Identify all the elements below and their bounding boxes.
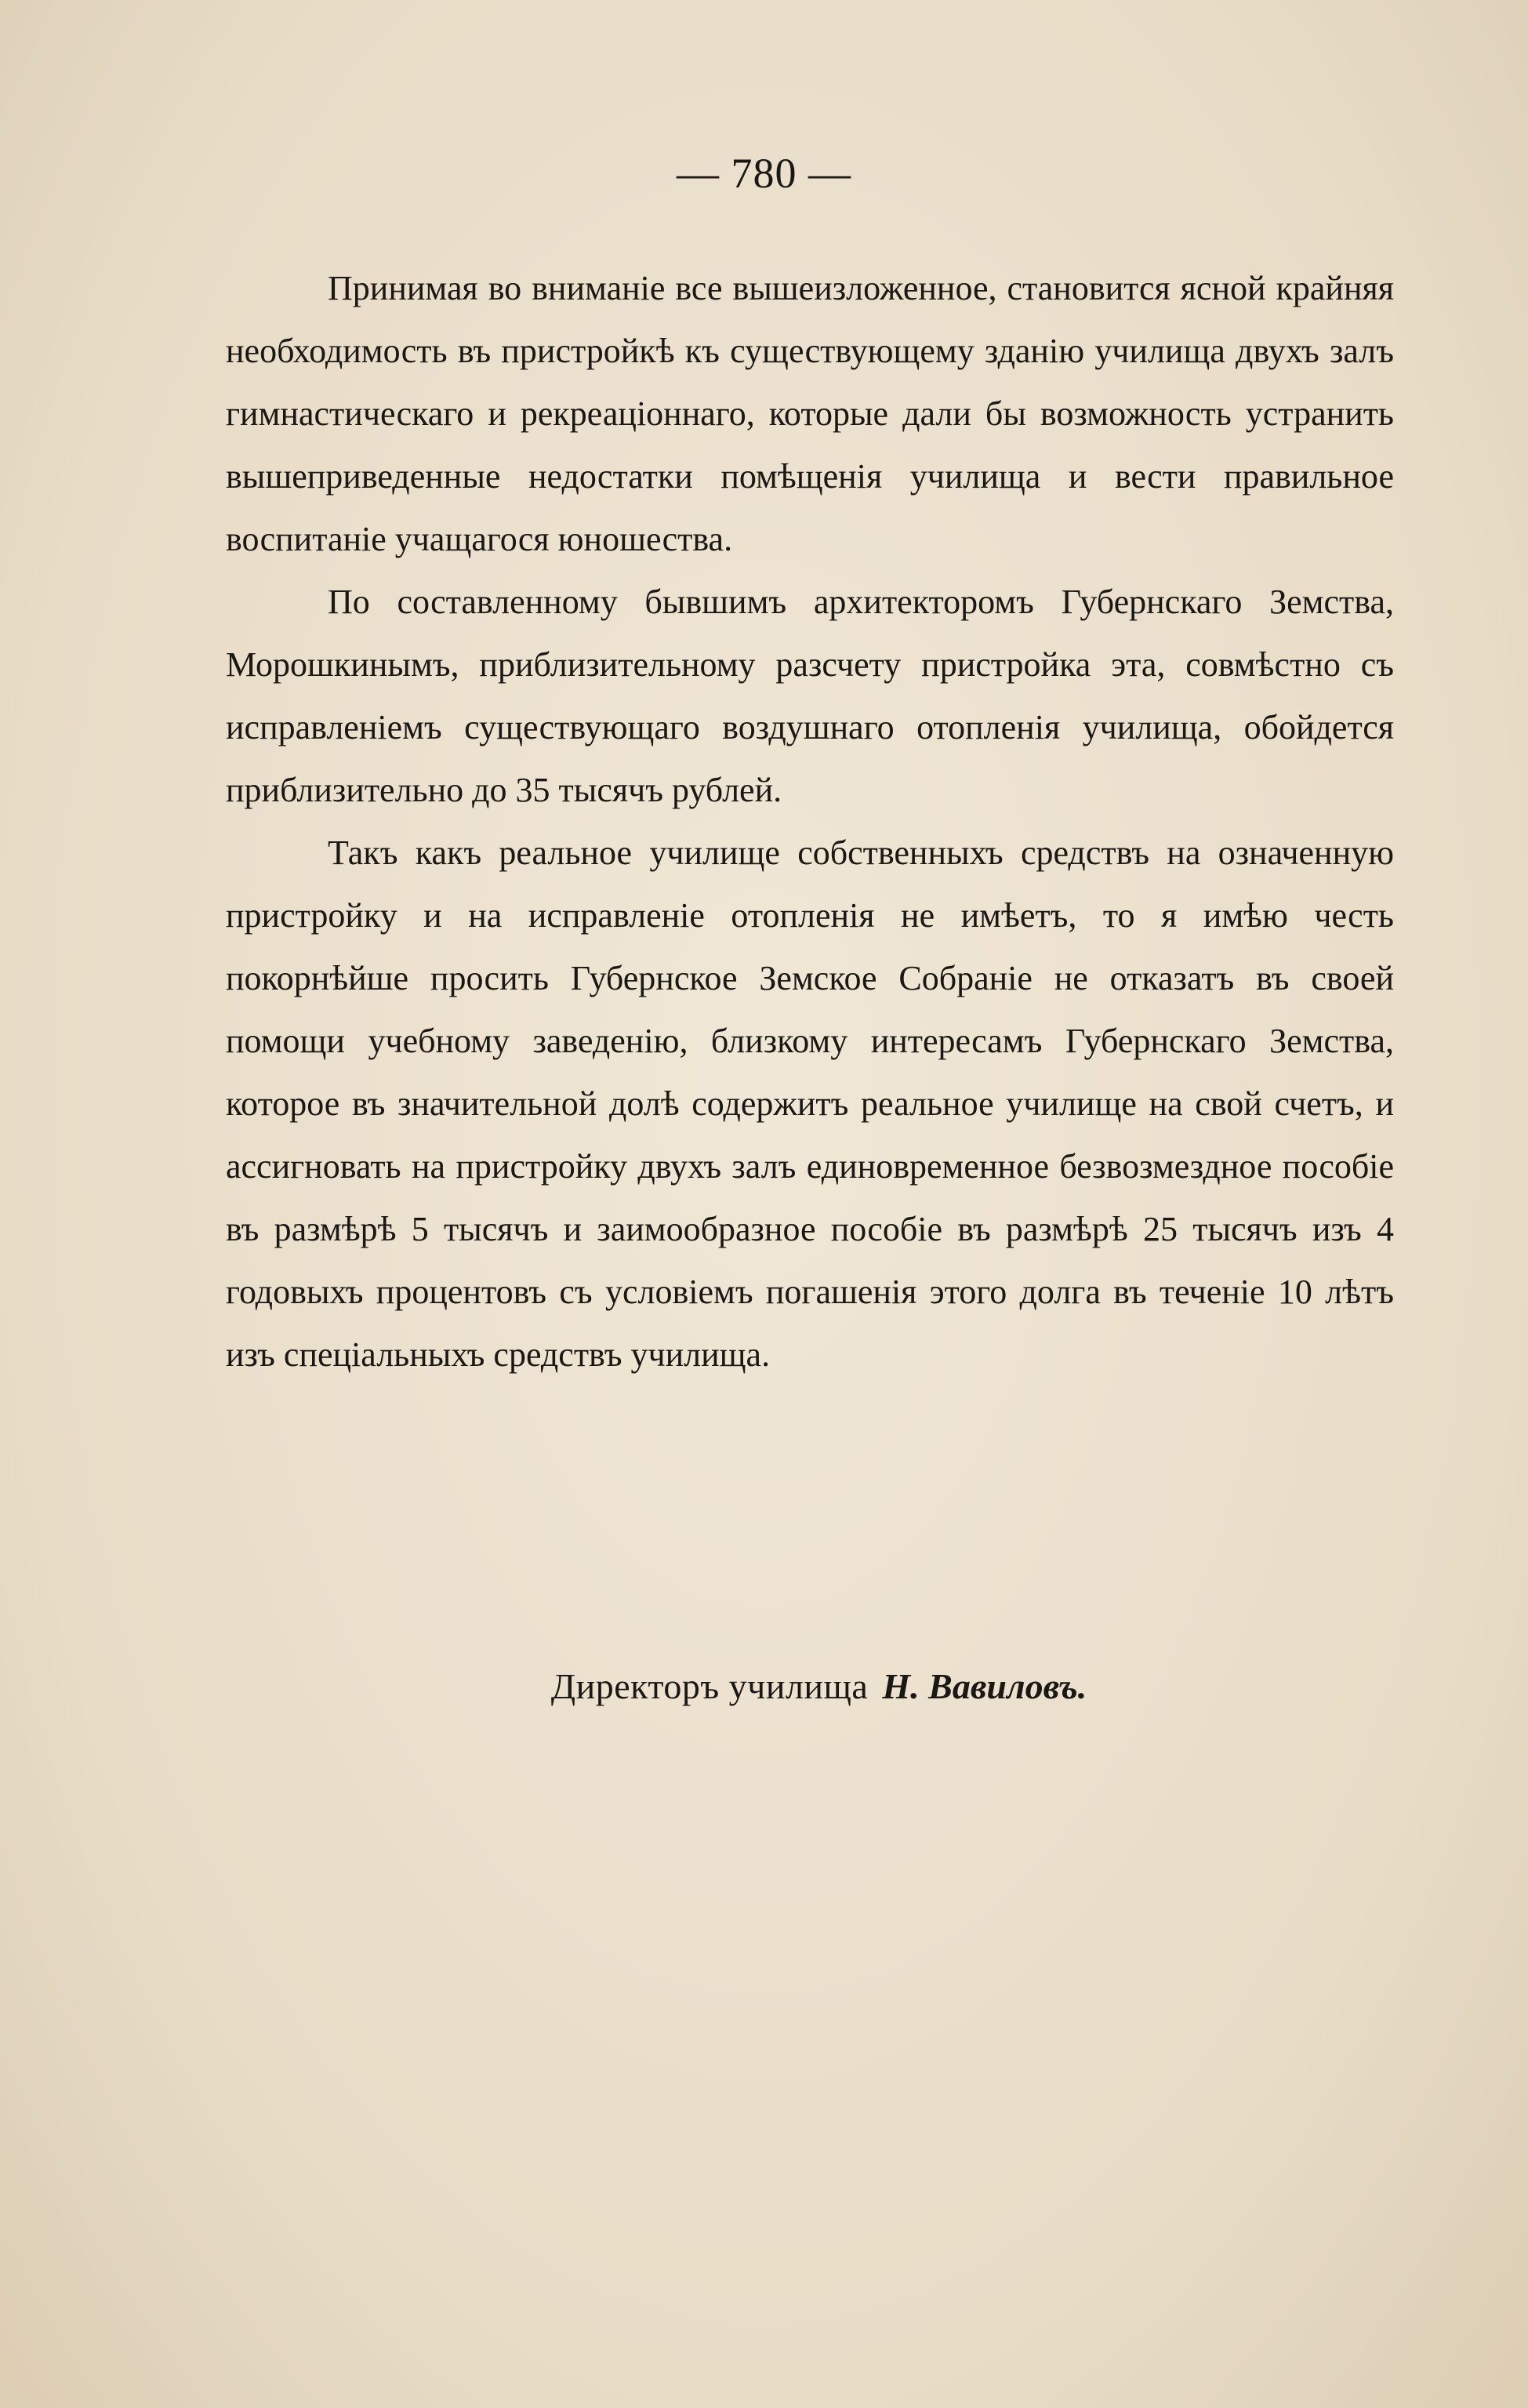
paragraph-2: По составленному бывшимъ архитекторомъ Губернскаго Земства, Морошкинымъ, приблизительному разсчету пристройка эта, совмѣстно съ исправленіемъ существующаго воздушнаго отопленія училища, обойдется приблизительно до 35 тысячъ рублей.	[226, 583, 1394, 809]
paragraph-1: Принимая во вниманіе все вышеизложенное, становится ясной крайняя необходимость въ пристройкѣ къ существующему зданію училища двухъ залъ гимнастическаго и рекреаціоннаго, которые дали бы возможность устранить вышеприведенные недостатки помѣщенія училища и вести правильное воспитаніе учащагося юношества.	[226, 269, 1394, 558]
paragraph-3: Такъ какъ реальное училище собственныхъ средствъ на означенную пристройку и на исправленіе отопленія не имѣетъ, то я имѣю честь покорнѣйше просить Губернское Земское Собраніе не отказатъ въ своей помощи учебному заведенію, близкому интересамъ Губернскаго Земства, которое въ значительной долѣ содержитъ реальное училище на свой счетъ, и ассигновать на пристройку двухъ залъ единовременное безвозмездное пособіе въ размѣрѣ 5 тысячъ и заимообразное пособіе въ размѣрѣ 25 тысячъ изъ 4 годовыхъ процентовъ съ условіемъ погашенія этого долга въ теченіе 10 лѣтъ изъ спеціальныхъ средствъ училища.	[226, 834, 1394, 1374]
signature-title: Директоръ училища	[550, 1666, 869, 1706]
signature-name: Н. Вавиловъ.	[882, 1666, 1087, 1706]
page-number: — 780 —	[677, 150, 851, 197]
document-body	[226, 257, 1394, 1386]
signature-line	[0, 1665, 1528, 1707]
